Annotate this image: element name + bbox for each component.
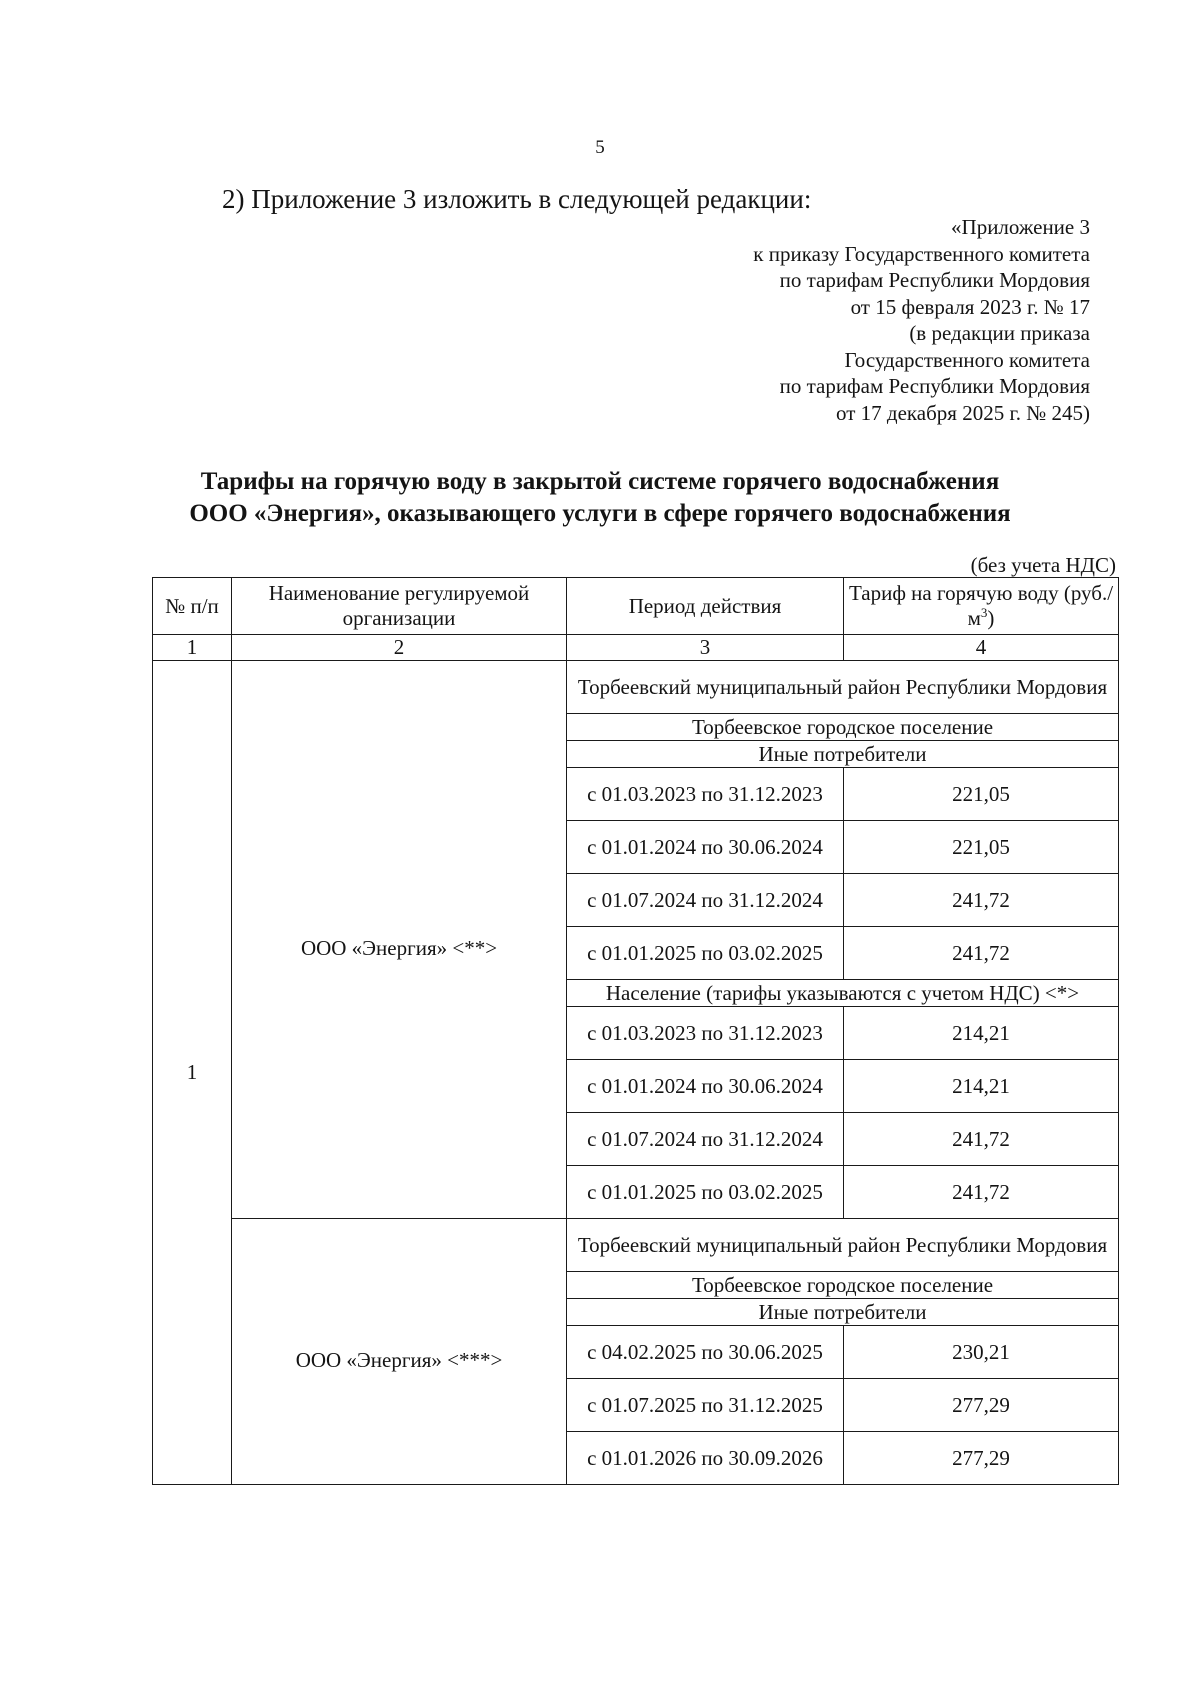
row-number-cell: 1	[153, 661, 232, 1485]
org-name-cell: ООО «Энергия» <**>	[232, 661, 567, 1219]
period-cell: с 01.01.2025 по 03.02.2025	[567, 1166, 844, 1219]
header-tariff-text: Тариф на горячую воду (руб./м	[848, 581, 1114, 630]
tariff-cell: 214,21	[844, 1007, 1119, 1060]
header-tariff	[844, 578, 1119, 635]
period-cell: с 01.03.2023 по 31.12.2023	[567, 1007, 844, 1060]
region-row	[153, 661, 1119, 714]
period-cell: с 01.01.2025 по 03.02.2025	[567, 927, 844, 980]
annex-line: по тарифам Республики Мордовия	[779, 268, 1090, 292]
period-cell: с 01.03.2023 по 31.12.2023	[567, 768, 844, 821]
annex-line: (в редакции приказа	[909, 321, 1090, 345]
col-index: 3	[567, 635, 844, 661]
tariff-cell: 277,29	[844, 1432, 1119, 1485]
amendment-line: 2) Приложение 3 изложить в следующей редакции:	[222, 184, 812, 214]
period-cell: с 01.01.2024 по 30.06.2024	[567, 1060, 844, 1113]
tariff-cell: 221,05	[844, 768, 1119, 821]
tariff-cell: 241,72	[844, 1166, 1119, 1219]
period-cell: с 01.01.2024 по 30.06.2024	[567, 821, 844, 874]
annex-line: к приказу Государственного комитета	[753, 241, 1090, 266]
annex-line: Государственного комитета	[844, 347, 1090, 372]
tariff-cell: 241,72	[844, 874, 1119, 927]
region-cell: Торбеевский муниципальный район Республики Мордовия	[567, 1219, 1119, 1272]
period-cell: с 01.01.2026 по 30.09.2026	[567, 1432, 844, 1485]
header-tariff-tail: )	[987, 606, 995, 630]
document-title	[0, 466, 1200, 530]
header-period: Период действия	[567, 578, 844, 635]
settlement-cell: Торбеевское городское поселение	[567, 714, 1119, 741]
tariff-table	[152, 577, 1119, 1485]
col-index: 1	[153, 635, 232, 661]
annex-line: от 17 декабря 2025 г. № 245)	[836, 400, 1090, 425]
header-org: Наименование регулируемой организации	[232, 578, 567, 635]
tariff-cell: 214,21	[844, 1060, 1119, 1113]
title-line: ООО «Энергия», оказывающего услуги в сфере горячего водоснабжения	[189, 500, 1011, 527]
period-cell: с 01.07.2024 по 31.12.2024	[567, 874, 844, 927]
period-cell: с 04.02.2025 по 30.06.2025	[567, 1326, 844, 1379]
annex-line: «Приложение 3	[951, 215, 1090, 239]
group-cell: Иные потребители	[567, 741, 1119, 768]
col-index: 2	[232, 635, 567, 661]
title-line: Тарифы на горячую воду в закрытой системе горячего водоснабжения	[200, 468, 1000, 495]
tariff-cell: 277,29	[844, 1379, 1119, 1432]
tariff-cell: 241,72	[844, 927, 1119, 980]
tariff-cell: 241,72	[844, 1113, 1119, 1166]
region-row	[153, 1219, 1119, 1272]
tariff-cell: 221,05	[844, 821, 1119, 874]
group-cell: Иные потребители	[567, 1299, 1119, 1326]
column-index-row	[153, 635, 1119, 661]
region-cell: Торбеевский муниципальный район Республики Мордовия	[567, 661, 1119, 714]
group-cell: Население (тарифы указываются с учетом НДС) <*>	[567, 980, 1119, 1007]
settlement-cell: Торбеевское городское поселение	[567, 1272, 1119, 1299]
col-index: 4	[844, 635, 1119, 661]
period-cell: с 01.07.2024 по 31.12.2024	[567, 1113, 844, 1166]
period-cell: с 01.07.2025 по 31.12.2025	[567, 1379, 844, 1432]
vat-note: (без учета НДС)	[970, 553, 1116, 577]
header-tariff-sup: 3	[980, 605, 988, 620]
org-name-cell: ООО «Энергия» <***>	[232, 1219, 567, 1485]
header-num: № п/п	[153, 578, 232, 635]
annex-header	[753, 214, 1090, 426]
annex-line: по тарифам Республики Мордовия	[779, 374, 1090, 398]
annex-line: от 15 февраля 2023 г. № 17	[850, 294, 1090, 319]
page-number: 5	[595, 137, 605, 158]
tariff-cell: 230,21	[844, 1326, 1119, 1379]
header-row	[153, 578, 1119, 635]
